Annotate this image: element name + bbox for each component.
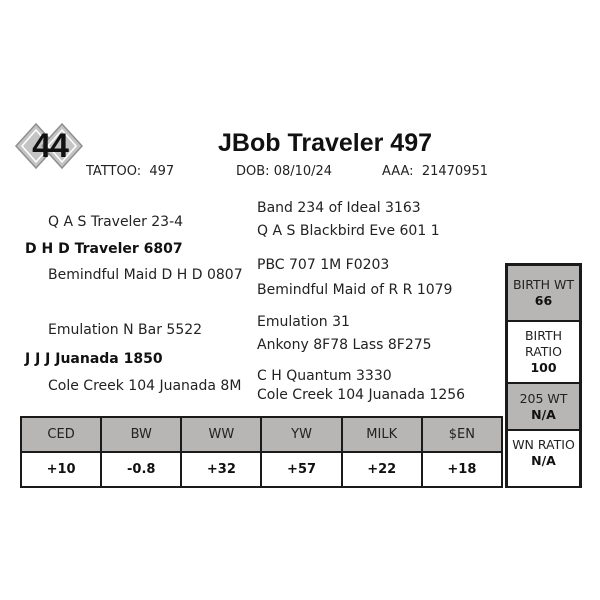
epd-header-yw: YW bbox=[261, 417, 341, 452]
pedigree-dam-sire-sire: Emulation 31 bbox=[257, 314, 350, 330]
lot-number: 44 bbox=[32, 127, 68, 165]
pedigree-sire-dam: Bemindful Maid D H D 0807 bbox=[48, 267, 243, 283]
pedigree-dam-sire-dam: Ankony 8F78 Lass 8F275 bbox=[257, 337, 432, 353]
pedigree-sire-sire: Q A S Traveler 23-4 bbox=[48, 214, 184, 230]
epd-header-ww: WW bbox=[181, 417, 261, 452]
weight-205-cell bbox=[508, 384, 579, 429]
epd-header-row bbox=[21, 417, 502, 452]
weight-205-label: 205 WT bbox=[519, 390, 568, 406]
birth-weight-cell bbox=[508, 266, 579, 320]
birth-weight-value: 66 bbox=[534, 293, 553, 308]
lot-number-badge bbox=[14, 122, 86, 172]
tattoo-value: 497 bbox=[149, 164, 175, 179]
performance-stats-box bbox=[505, 263, 582, 488]
pedigree-sire: D H D Traveler 6807 bbox=[25, 241, 183, 257]
aaa-value: 21470951 bbox=[421, 164, 488, 179]
epd-value-milk: +22 bbox=[342, 452, 422, 487]
epd-value-row bbox=[21, 452, 502, 487]
pedigree-sire-dam-sire: PBC 707 1M F0203 bbox=[257, 257, 390, 273]
epd-table bbox=[20, 416, 503, 488]
tattoo-info bbox=[86, 164, 174, 180]
epd-header-ced: CED bbox=[21, 417, 101, 452]
aaa-label: AAA: bbox=[382, 164, 414, 179]
weaning-ratio-label: WN RATIO bbox=[512, 437, 575, 452]
pedigree-dam-dam-dam: Cole Creek 104 Juanada 1256 bbox=[257, 387, 466, 403]
pedigree-dam: J J J Juanada 1850 bbox=[25, 351, 163, 367]
weaning-ratio-cell bbox=[508, 431, 579, 486]
dob-label: DOB: bbox=[236, 164, 270, 179]
epd-value-ced: +10 bbox=[21, 452, 101, 487]
animal-name: JBob Traveler 497 bbox=[218, 129, 433, 157]
weaning-ratio-value: N/A bbox=[531, 453, 556, 468]
dob-value: 08/10/24 bbox=[273, 164, 333, 179]
aaa-info bbox=[382, 164, 488, 180]
pedigree-dam-dam: Cole Creek 104 Juanada 8M bbox=[48, 378, 242, 394]
epd-value-ww: +32 bbox=[181, 452, 261, 487]
weight-205-value: N/A bbox=[531, 406, 556, 422]
epd-header-bw: BW bbox=[101, 417, 181, 452]
birth-ratio-cell bbox=[508, 322, 579, 382]
epd-value-yw: +57 bbox=[261, 452, 341, 487]
epd-value-en: +18 bbox=[422, 452, 502, 487]
pedigree-dam-sire: Emulation N Bar 5522 bbox=[48, 322, 203, 338]
birth-ratio-value: 100 bbox=[530, 360, 557, 375]
birth-ratio-label-2: RATIO bbox=[525, 344, 562, 359]
pedigree-sire-dam-dam: Bemindful Maid of R R 1079 bbox=[257, 282, 453, 298]
tattoo-label: TATTOO: bbox=[86, 164, 142, 179]
birth-ratio-label-1: BIRTH bbox=[524, 328, 563, 343]
pedigree-sire-sire-sire: Band 234 of Ideal 3163 bbox=[257, 200, 421, 216]
dob-info bbox=[236, 164, 332, 180]
birth-weight-label: BIRTH WT bbox=[512, 277, 575, 292]
pedigree-dam-dam-sire: C H Quantum 3330 bbox=[257, 368, 392, 384]
epd-header-milk: MILK bbox=[342, 417, 422, 452]
epd-header-en: $EN bbox=[422, 417, 502, 452]
epd-value-bw: -0.8 bbox=[101, 452, 181, 487]
pedigree-sire-sire-dam: Q A S Blackbird Eve 601 1 bbox=[257, 223, 440, 239]
